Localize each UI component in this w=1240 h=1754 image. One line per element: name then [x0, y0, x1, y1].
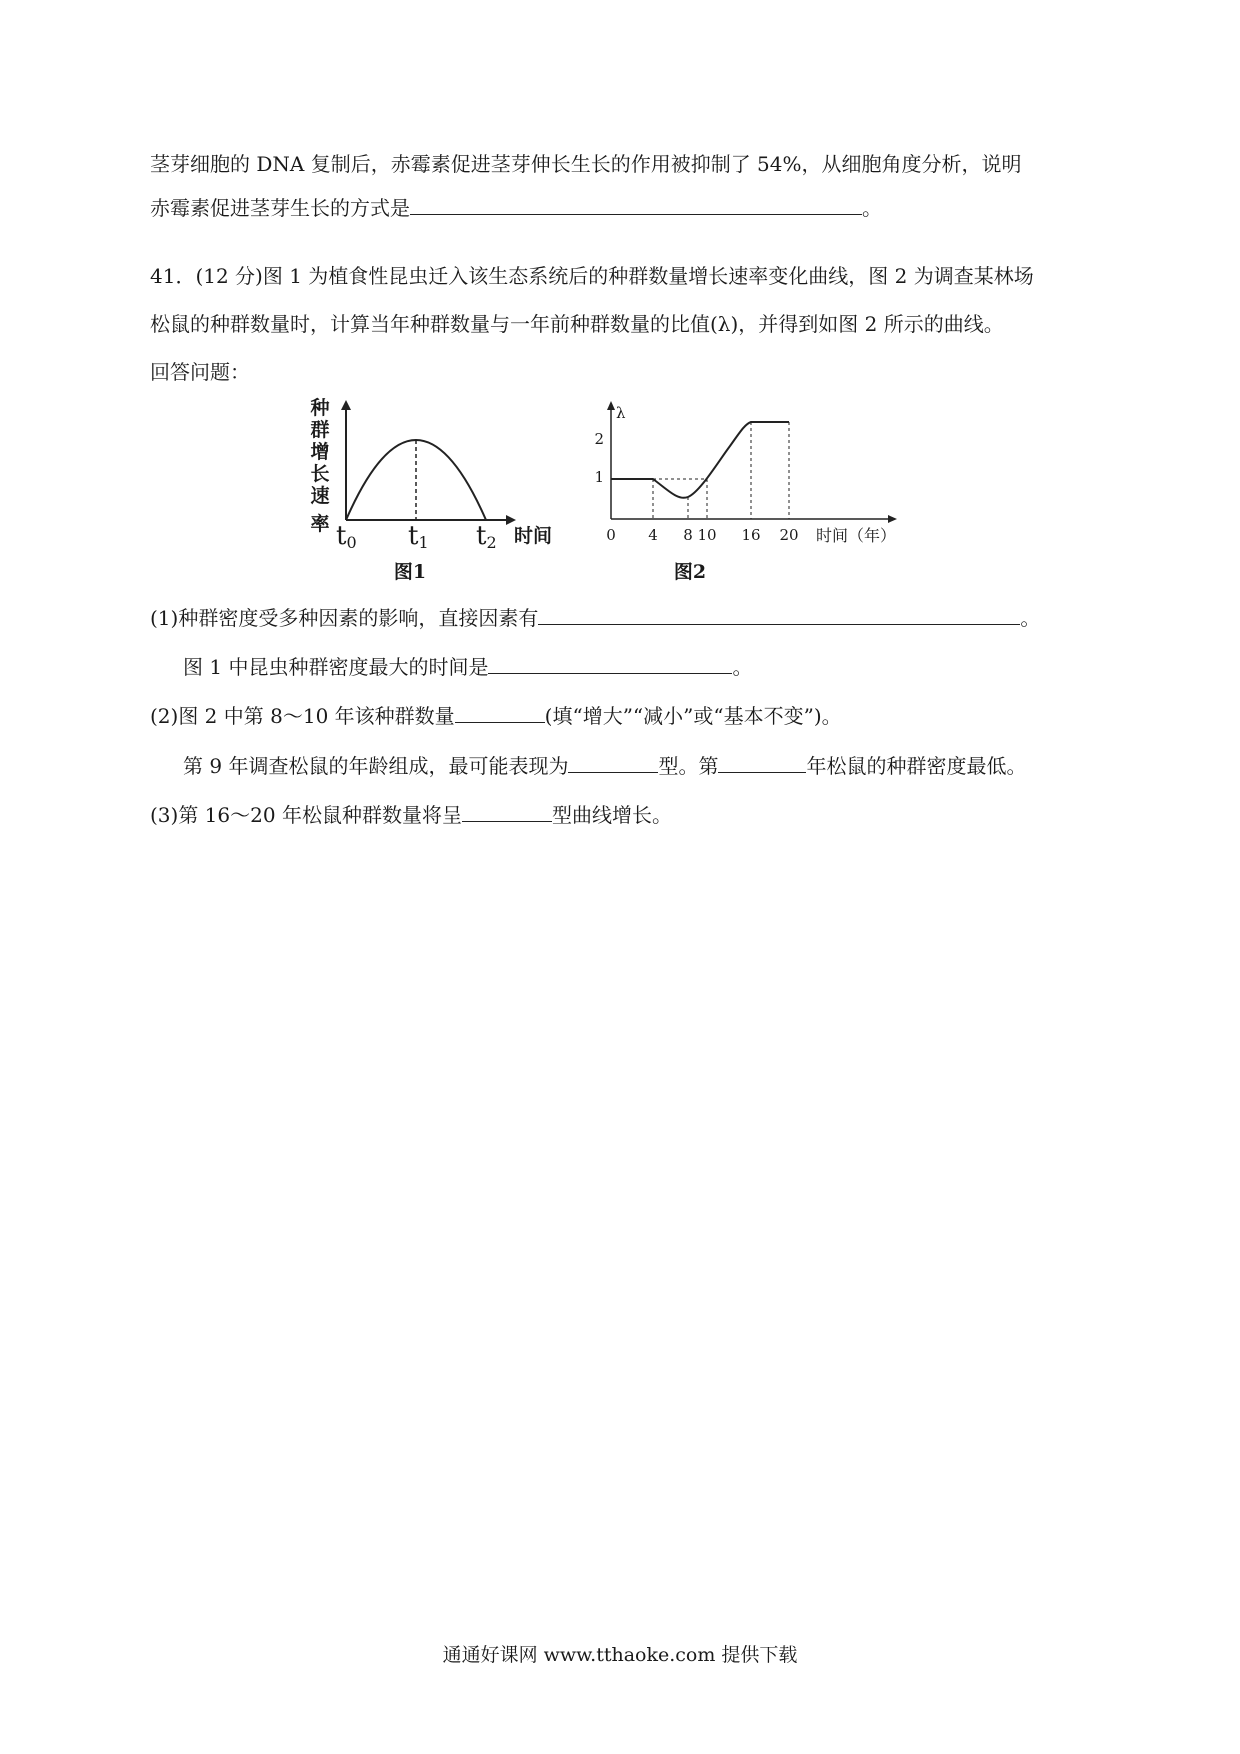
q2b-text-2: 型。第: [658, 754, 719, 778]
q2b: [183, 754, 1026, 778]
q1a-text: (1)种群密度受多种因素的影响，直接因素有: [150, 606, 539, 630]
q2a-text: (2)图 2 中第 8～10 年该种群数量: [150, 704, 455, 728]
prev-line-2-suffix: 。: [862, 196, 882, 220]
fig1-ylabel-char: 群: [310, 419, 330, 441]
fig1-ylabel-char: 长: [310, 463, 330, 485]
q3: [150, 803, 672, 827]
fig1-t0-label: t0: [336, 521, 357, 552]
q2a-blank[interactable]: [455, 704, 545, 723]
fig1-t2-label: t2: [476, 521, 497, 552]
q3-text: (3)第 16～20 年松鼠种群数量将呈: [150, 803, 462, 827]
figure-1: [300, 392, 580, 592]
q3-suffix: 型曲线增长。: [551, 803, 672, 827]
fig1-x-arrow: [506, 515, 516, 525]
q1b-suffix: 。: [732, 655, 753, 679]
fig2-ytick-1: 1: [594, 468, 604, 486]
answer-blank[interactable]: [410, 196, 862, 215]
fig2-xtick-10: 10: [697, 526, 717, 544]
prev-line-2: [150, 196, 882, 220]
q2a-suffix: (填“增大”“减小”或“基本不变”)。: [544, 704, 842, 728]
fig1-ylabel-char: 种: [310, 397, 330, 419]
fig1-ylabel-char: 速: [310, 485, 330, 507]
q2b-blank-1[interactable]: [568, 754, 658, 773]
q1a-suffix: 。: [1020, 606, 1041, 630]
fig1-t1-label: t1: [408, 521, 429, 552]
q2a: [150, 704, 842, 728]
prev-line-2-prefix: 赤霉素促进茎芽生长的方式是: [150, 196, 410, 220]
footer-text: 通通好课网 www.tthaoke.com 提供下载: [442, 1644, 798, 1666]
fig1-ylabel-char: 增: [310, 441, 330, 463]
fig2-xtick-4: 4: [648, 526, 658, 544]
fig1-curve: [346, 440, 486, 520]
fig2-caption: 图2: [673, 561, 707, 583]
fig2-y-arrow: [607, 401, 615, 410]
q2b-text-3: 年松鼠的种群密度最低。: [806, 754, 1027, 778]
q3-blank[interactable]: [462, 803, 552, 822]
q1b-text: 图 1 中昆虫种群密度最大的时间是: [183, 655, 489, 679]
q2b-text-1: 第 9 年调查松鼠的年龄组成，最可能表现为: [183, 754, 569, 778]
fig2-xtick-8: 8: [683, 526, 693, 544]
fig2-xtick-0: 0: [606, 526, 616, 544]
q2b-blank-2[interactable]: [718, 754, 806, 773]
fig2-xtick-20: 20: [779, 526, 799, 544]
fig2-ytick-2: 2: [594, 430, 604, 448]
fig2-xtick-16: 16: [741, 526, 761, 544]
q1a: [150, 606, 1040, 630]
fig1-xlabel: 时间: [514, 525, 553, 547]
question-line-2: 松鼠的种群数量时，计算当年种群数量与一年前种群数量的比值(λ)，并得到如图 2 所示的曲线。: [150, 312, 1004, 336]
fig2-curve: [611, 422, 789, 498]
fig1-ylabel-char: 率: [310, 513, 330, 535]
fig2-ylabel: λ: [616, 404, 626, 422]
prev-line-1: 茎芽细胞的 DNA 复制后，赤霉素促进茎芽伸长生长的作用被抑制了 54%，从细胞角度分析，说明: [150, 152, 1022, 176]
fig1-caption: 图1: [393, 561, 427, 583]
q1a-blank[interactable]: [538, 606, 1020, 625]
fig1-y-arrow: [341, 400, 351, 410]
question-line-3: 回答问题：: [150, 360, 250, 384]
question-line-1: 41．(12 分)图 1 为植食性昆虫迁入该生态系统后的种群数量增长速率变化曲线，图 2 为调查某林场: [150, 264, 1034, 288]
fig2-xlabel: 时间（年）: [816, 526, 897, 545]
q1b: [183, 655, 752, 679]
q1b-blank[interactable]: [488, 655, 732, 674]
figure-2: [590, 392, 930, 592]
fig2-x-arrow: [888, 515, 897, 523]
